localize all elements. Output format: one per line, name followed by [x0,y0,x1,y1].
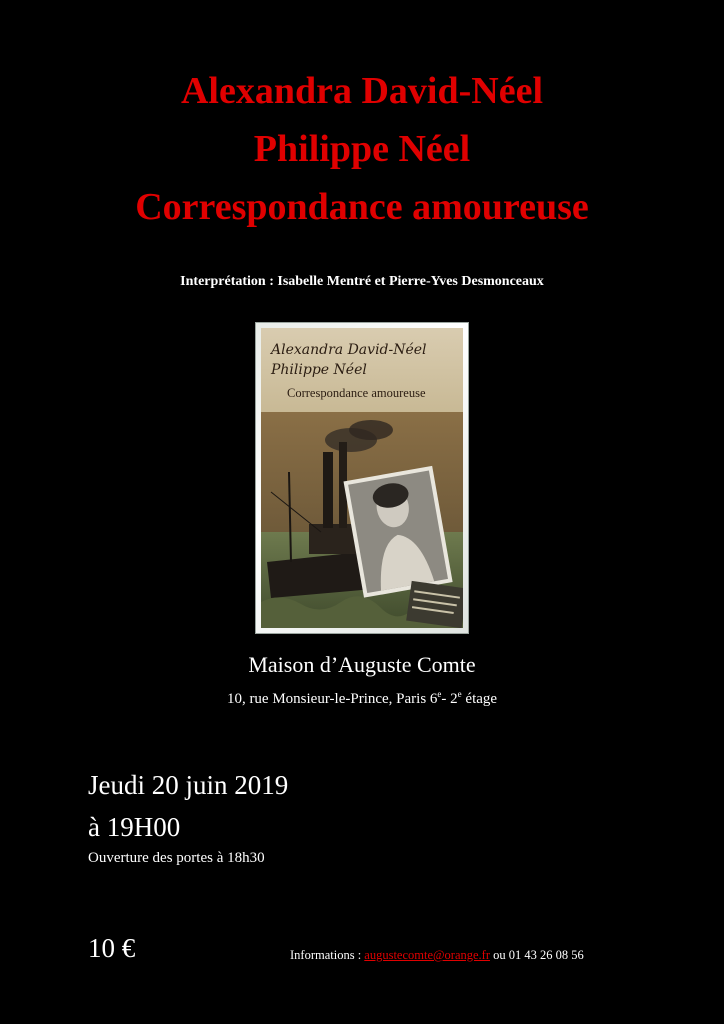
contact-info [290,948,584,963]
event-time: à 19H00 [88,812,181,842]
book-cover-inner [261,328,463,628]
contact-email-link[interactable]: augustecomte@orange.fr [364,948,490,962]
address-part-2: - 2 [441,691,458,707]
ticket-price: 10 € [88,933,136,963]
venue-name: Maison d’Auguste Comte [248,652,476,677]
title-work: Correspondance amoureuse [135,186,589,228]
book-cover-header [261,328,463,413]
event-date: Jeudi 20 juin 2019 [88,770,289,800]
cover-subtitle: Correspondance amoureuse [287,386,426,400]
address-part-1: 10, rue Monsieur-le-Prince, Paris 6 [226,691,438,707]
address-part-3: étage [461,691,498,707]
cover-illustration [261,412,463,628]
venue-address [0,684,724,709]
contact-phone: ou 01 43 26 08 56 [490,948,584,962]
performers-credit: Interprétation : Isabelle Mentré et Pierre-Yves Desmonceaux [180,274,544,289]
poster-title [0,62,724,236]
title-author-2: Philippe Néel [253,128,471,170]
title-author-1: Alexandra David-Néel [180,70,544,112]
book-cover-image [255,322,469,634]
address-superscript-1: e [437,689,442,699]
cover-author-2: Philippe Néel [271,362,367,378]
address-superscript-2: e [457,689,462,699]
cover-author-1: Alexandra David-Néel [271,342,427,358]
event-datetime [88,764,288,867]
contact-label: Informations : [290,948,365,962]
venue-block [0,650,724,709]
doors-open-time: Ouverture des portes à 18h30 [88,850,265,866]
